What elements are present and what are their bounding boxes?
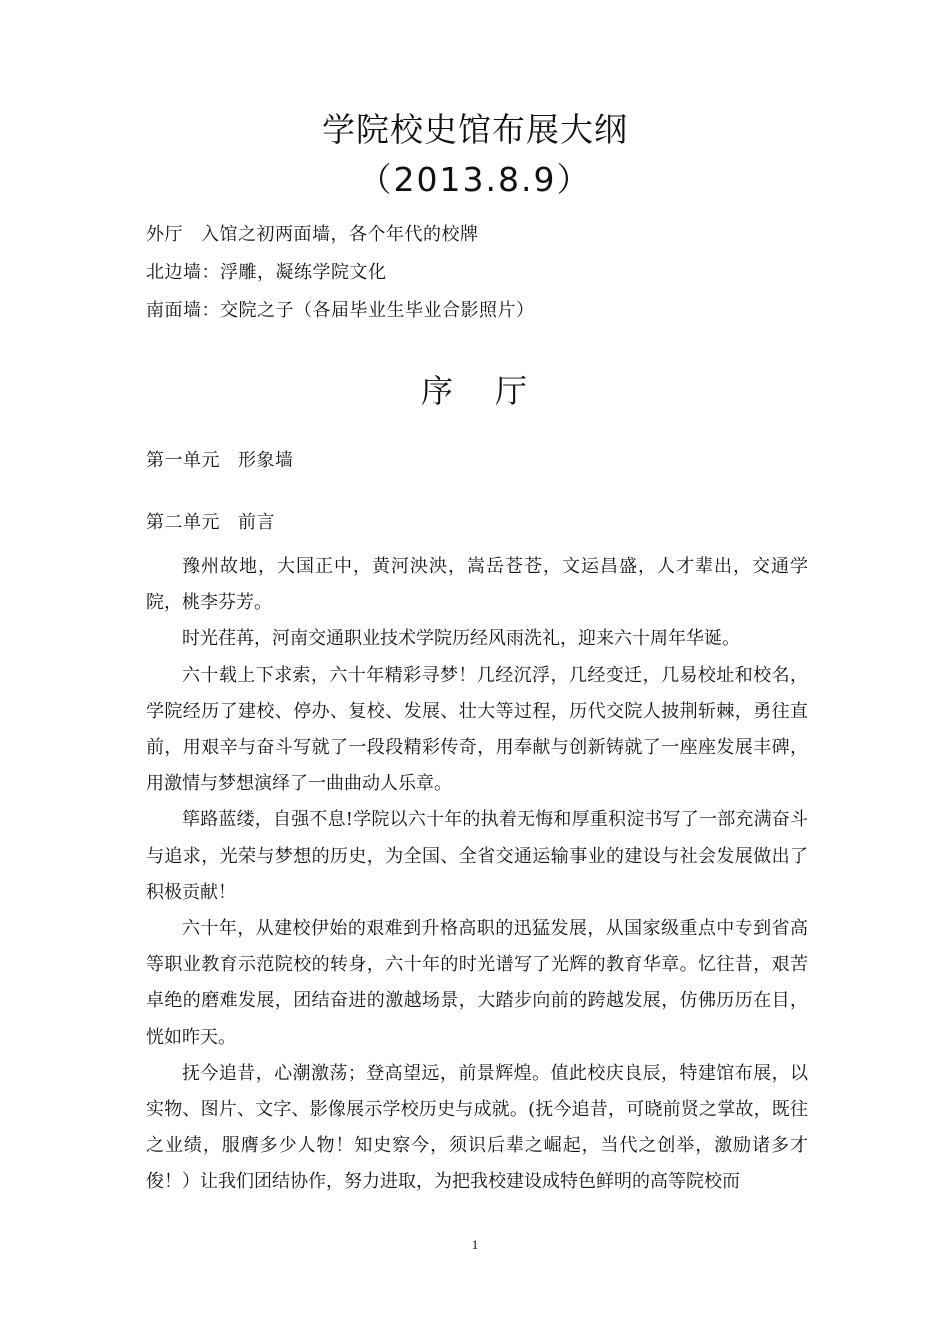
outer-hall-text: 入馆之初两面墙，各个年代的校牌 [201, 224, 479, 245]
preface-paragraph-5: 六十年，从建校伊始的艰难到升格高职的迅猛发展，从国家级重点中专到省高等职业教育示范院校的转身，六十年的时光谱写了光辉的教育华章。忆往昔，艰苦卓绝的磨难发展，团结奋进的激越场景，大踏步向前的跨越发展，仿佛历历在目，恍如昨天。 [146, 918, 808, 1048]
unit-2-label: 第二单元 [146, 512, 220, 533]
section-title-char-2: 厅 [495, 372, 530, 410]
preface-paragraph-4: 筚路蓝缕，自强不息!学院以六十年的执着无悔和厚重积淀书写了一部充满奋斗与追求，光荣与梦想的历史，为全国、全省交通运输事业的建设与社会发展做出了积极贡献！ [146, 809, 808, 903]
unit-1-heading [146, 446, 294, 472]
preface-paragraph-6: 抚今追昔，心潮激荡；登高望远，前景辉煌。值此校庆良辰，特建馆布展，以实物、图片、文字、影像展示学校历史与成就。(抚今追昔，可晓前贤之掌故，既往之业绩，服膺多少人物！知史察今，须识后辈之崛起，当代之创举，激励诸多才俊！）让我们团结协作，努力进取，为把我校建设成特色鲜明的高等院校而 [146, 1062, 808, 1193]
preface-paragraph-1: 豫州故地，大国正中，黄河泱泱，嵩岳苍苍，文运昌盛，人才辈出，交通学院，桃李芬芳。 [146, 556, 808, 614]
north-wall-line: 北边墙：浮雕，凝练学院文化 [146, 262, 387, 283]
outer-hall-label: 外厅 [146, 224, 183, 245]
unit-1-text: 形象墙 [238, 450, 294, 471]
outer-hall-line [146, 220, 479, 246]
page-number: 1 [471, 1237, 479, 1252]
south-wall-line: 南面墙：交院之子（各届毕业生毕业合影照片） [146, 300, 535, 321]
preface-body [146, 549, 808, 1201]
section-title [0, 366, 950, 412]
unit-2-text: 前言 [238, 512, 275, 533]
preface-paragraph-2: 时光荏苒，河南交通职业技术学院历经风雨洗礼，迎来六十周年华诞。 [182, 628, 740, 650]
unit-2-heading [146, 508, 275, 534]
preface-paragraph-3: 六十载上下求索，六十年精彩寻梦！几经沉浮，几经变迁，几易校址和校名，学院经历了建校、停办、复校、发展、壮大等过程，历代交院人披荆斩棘，勇往直前，用艰辛与奋斗写就了一段段精彩传奇，用奉献与创新铸就了一座座发展丰碑，用激情与梦想演绎了一曲曲动人乐章。 [146, 664, 808, 795]
document-title: 学院校史馆布展大纲 [322, 110, 628, 149]
unit-1-label: 第一单元 [146, 450, 220, 471]
document-date: （2013.8.9） [358, 160, 592, 199]
section-title-char-1: 序 [420, 372, 455, 410]
